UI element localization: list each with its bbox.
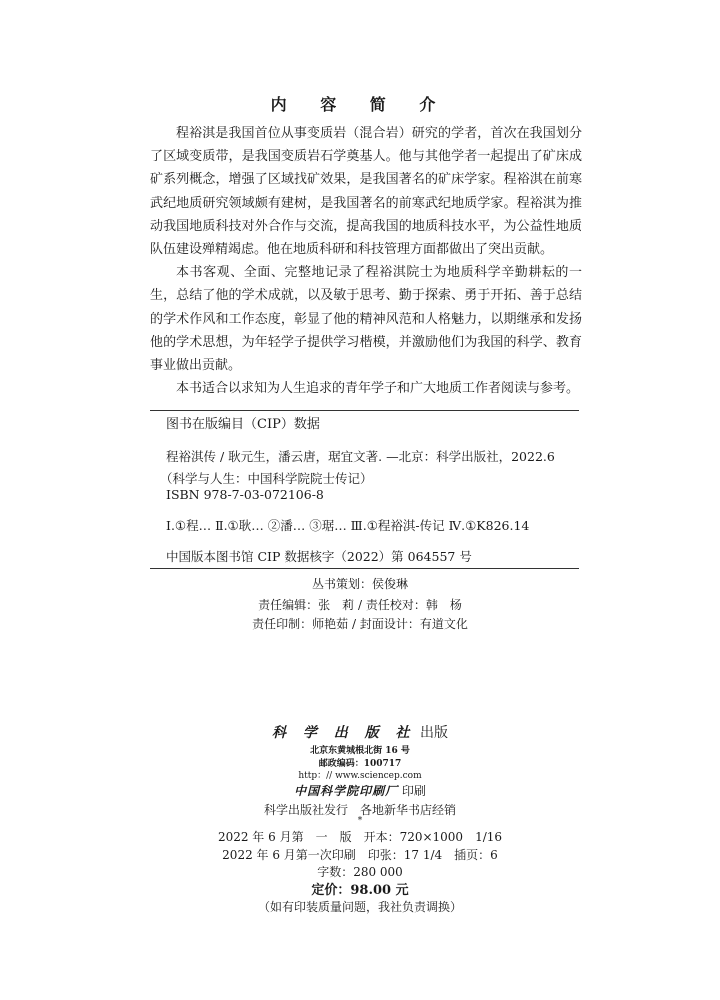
summary-paragraph-1: 程裕淇是我国首位从事变质岩（混合岩）研究的学者，首次在我国划分了区域变质带，是我国变质岩石学奠基人。他与其他学者一起提出了矿床成矿系列概念，增强了区域找矿效果，是我国著名的矿床学家。程裕淇在前寒武纪地质研究领域颇有建树，是我国著名的前寒武纪地质学家。程裕淇为推动我国地质科技对外合作与交流，提高我国的地质科技水平，为公益性地质队伍建设殚精竭虑。他在地质科研和科技管理方面都做出了突出贡献。 bbox=[150, 126, 582, 258]
publisher-suffix: 出版 bbox=[419, 725, 448, 741]
editor-proofreader: 责任编辑：张 莉 / 责任校对：韩 杨 bbox=[258, 598, 462, 612]
cip-series-line: （科学与人生：中国科学院院士传记） bbox=[160, 471, 373, 486]
cip-heading: 图书在版编目（CIP）数据 bbox=[166, 417, 320, 432]
cip-classification-line: Ⅰ.①程… Ⅱ.①耿… ②潘… ③琚… Ⅲ.①程裕淇-传记 Ⅳ.①K826.14 bbox=[166, 518, 530, 533]
publisher-postcode: 邮政编码：100717 bbox=[318, 759, 402, 769]
printing-line: 2022 年 6 月第一次印刷 印张：17 1/4 插页：6 bbox=[222, 848, 498, 862]
summary-paragraph-2: 本书客观、全面、完整地记录了程裕淇院士为地质科学辛勤耕耘的一生，总结了他的学术成就，以及敏于思考、勤于探索、勇于开拓、善于总结的学术作风和工作态度，彰显了他的精神风范和人格魅力，以期继承和发扬他的学术思想，为年轻学子提供学习楷模，并激励他们为我国的科学、教育事业做出贡献。 bbox=[150, 265, 582, 374]
printer-suffix: 印刷 bbox=[401, 784, 426, 798]
printer-line bbox=[0, 782, 720, 799]
price: 定价：98.00 元 bbox=[311, 883, 409, 898]
separator-star: * bbox=[357, 816, 363, 826]
cip-title-line: 程裕淇传 / 耿元生，潘云唐，琚宜文著. —北京：科学出版社，2022.6 bbox=[166, 449, 555, 464]
edition-line: 2022 年 6 月第 一 版 开本：720×1000 1/16 bbox=[217, 830, 503, 844]
publisher-address: 北京东黄城根北街 16 号 bbox=[310, 746, 410, 756]
printing-cover-design: 责任印制：师艳茹 / 封面设计：有道文化 bbox=[252, 617, 468, 631]
word-count: 字数：280 000 bbox=[317, 865, 403, 879]
series-planner: 丛书策划：侯俊琳 bbox=[311, 577, 408, 591]
publisher-line bbox=[0, 722, 720, 742]
publisher-website: http：// www.sciencep.com bbox=[298, 771, 422, 781]
summary-paragraph-3: 本书适合以求知为人生追求的青年学子和广大地质工作者阅读与参考。 bbox=[176, 381, 580, 397]
cip-record-number: 中国版本图书馆 CIP 数据核字（2022）第 064557 号 bbox=[166, 549, 472, 564]
publisher-name: 科 学 出 版 社 bbox=[272, 725, 416, 741]
printer-name: 中国科学院印刷厂 bbox=[294, 784, 399, 798]
summary-title: 内 容 简 介 bbox=[270, 95, 450, 114]
cip-top-rule bbox=[150, 410, 579, 411]
cip-isbn-line: ISBN 978-7-03-072106-8 bbox=[166, 487, 324, 502]
distribution-line: 科学出版社发行 各地新华书店经销 bbox=[263, 803, 456, 817]
quality-note: （如有印装质量问题，我社负责调换） bbox=[257, 900, 462, 914]
summary-body bbox=[150, 122, 582, 400]
cip-bottom-rule bbox=[150, 568, 579, 569]
